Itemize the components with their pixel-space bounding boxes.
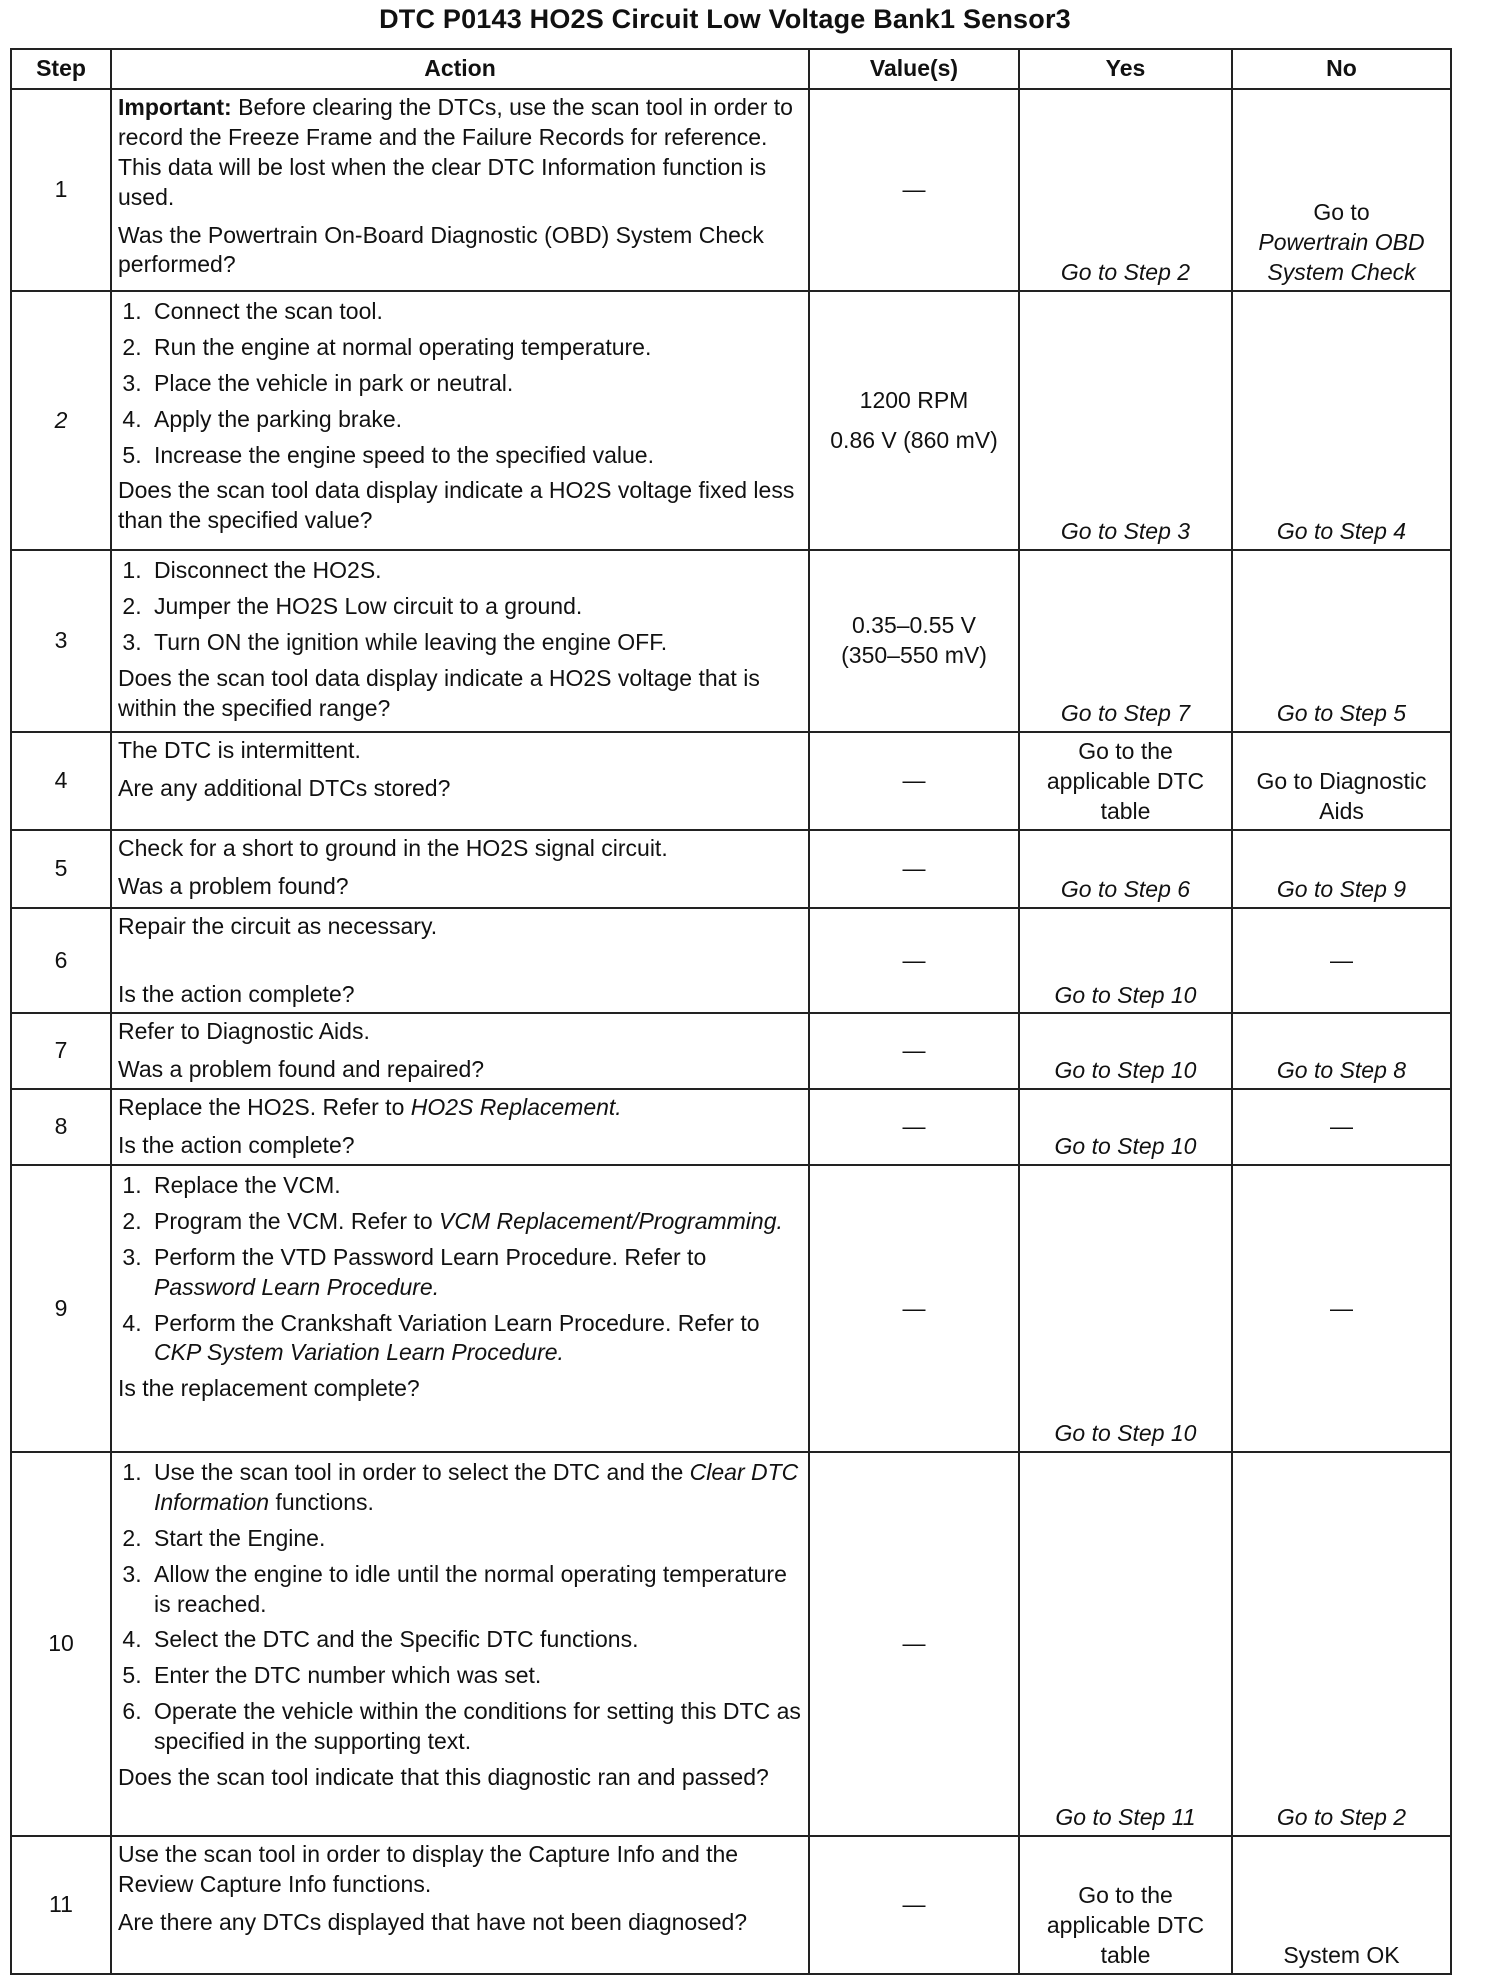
value-cell: — <box>809 1836 1019 1974</box>
list-item: 3. Allow the engine to idle until the normal operating temperature is reached. <box>148 1560 802 1620</box>
list-item: 1. Replace the VCM. <box>148 1171 802 1201</box>
step-number: 4 <box>11 732 111 830</box>
page-title: DTC P0143 HO2S Circuit Low Voltage Bank1 Sensor3 <box>379 4 1071 34</box>
important-text: Before clearing the DTCs, use the scan tool in order to record the Freeze Frame and the Failure Records for reference. This data will be lost when the clear DTC Information function is used. <box>118 94 793 210</box>
step-number: 6 <box>11 908 111 1014</box>
action-list <box>118 1458 802 1757</box>
question: Does the scan tool data display indicate a HO2S voltage fixed less than the specified value? <box>118 477 795 534</box>
step-number: 10 <box>11 1452 111 1836</box>
action-list <box>118 297 802 470</box>
question: Does the scan tool indicate that this diagnostic ran and passed? <box>118 1764 769 1791</box>
yes-cell: Go to Step 10 <box>1019 1089 1232 1165</box>
list-item: 3. Place the vehicle in park or neutral. <box>148 369 802 399</box>
value-line: (350–550 mV) <box>841 642 987 668</box>
yes-cell: Go to Step 11 <box>1019 1452 1232 1836</box>
list-item: 4. Apply the parking brake. <box>148 405 802 435</box>
value-cell: — <box>809 830 1019 908</box>
table-row <box>11 830 1451 908</box>
reference-link: Clear DTC Information <box>154 1459 799 1515</box>
header-action: Action <box>111 49 809 89</box>
question: Was a problem found and repaired? <box>118 1056 485 1083</box>
action-text: The DTC is intermittent. <box>118 737 361 763</box>
no-ref: Powertrain OBD System Check <box>1258 229 1425 286</box>
table-row <box>11 1013 1451 1089</box>
table-row <box>11 1452 1451 1836</box>
question: Is the action complete? <box>118 980 355 1007</box>
action-cell <box>111 550 809 732</box>
list-item: 6. Operate the vehicle within the conditions for setting this DTC as specified in the supporting text. <box>148 1697 802 1757</box>
step-number: 7 <box>11 1013 111 1089</box>
no-cell: — <box>1232 908 1451 1014</box>
list-item <box>148 1458 802 1518</box>
no-cell: Go to Step 2 <box>1232 1452 1451 1836</box>
action-cell <box>111 1165 809 1452</box>
value-cell <box>809 291 1019 550</box>
value-cell: — <box>809 1452 1019 1836</box>
value-cell: — <box>809 1165 1019 1452</box>
yes-cell: Go to Step 2 <box>1019 89 1232 291</box>
header-no: No <box>1232 49 1451 89</box>
step-number: 3 <box>11 550 111 732</box>
list-item-text: Perform the VTD Password Learn Procedure. Refer to <box>154 1243 707 1270</box>
action-cell <box>111 732 809 830</box>
reference-link: VCM Replacement/Programming. <box>439 1207 783 1234</box>
question: Was a problem found? <box>118 872 349 899</box>
action-list <box>118 556 802 658</box>
value-line: 0.86 V (860 mV) <box>830 426 998 453</box>
reference-link: CKP System Variation Learn Procedure. <box>154 1339 564 1366</box>
question: Is the action complete? <box>118 1132 355 1159</box>
action-cell <box>111 908 809 1014</box>
list-item <box>148 1207 802 1237</box>
header-values: Value(s) <box>809 49 1019 89</box>
reference-link: HO2S Replacement. <box>410 1094 622 1121</box>
list-item: 2. Start the Engine. <box>148 1524 802 1554</box>
table-row <box>11 1836 1451 1974</box>
table-row <box>11 1165 1451 1452</box>
question: Are any additional DTCs stored? <box>118 774 451 801</box>
value-cell <box>809 550 1019 732</box>
action-text: Repair the circuit as necessary. <box>118 912 438 939</box>
action-cell <box>111 89 809 291</box>
step-number: 5 <box>11 830 111 908</box>
question: Does the scan tool data display indicate a HO2S voltage that is within the specified range? <box>118 664 760 721</box>
value-cell: — <box>809 908 1019 1014</box>
list-item: 2. Run the engine at normal operating temperature. <box>148 333 802 363</box>
table-row <box>11 550 1451 732</box>
no-text: Go to <box>1313 199 1370 226</box>
no-cell: Go to Step 8 <box>1232 1013 1451 1089</box>
list-item-text: Use the scan tool in order to select the DTC and the <box>154 1459 690 1486</box>
table-row <box>11 908 1451 1014</box>
yes-cell: Go to the applicable DTC table <box>1019 732 1232 830</box>
no-cell: System OK <box>1232 1836 1451 1974</box>
no-cell: — <box>1232 1165 1451 1452</box>
question: Are there any DTCs displayed that have not been diagnosed? <box>118 1908 748 1935</box>
important-label: Important: <box>118 94 232 120</box>
list-item-text: Program the VCM. Refer to <box>154 1207 440 1234</box>
list-item-text: functions. <box>269 1488 374 1515</box>
step-number: 11 <box>11 1836 111 1974</box>
list-item <box>148 1243 802 1303</box>
yes-cell: Go to Step 10 <box>1019 1165 1232 1452</box>
step-number: 9 <box>11 1165 111 1452</box>
value-cell: — <box>809 89 1019 291</box>
action-cell <box>111 1452 809 1836</box>
list-item <box>148 1309 802 1369</box>
action-text: Refer to Diagnostic Aids. <box>118 1018 370 1045</box>
header-row <box>11 49 1451 89</box>
no-cell: Go to Step 9 <box>1232 830 1451 908</box>
no-cell: Go to Step 4 <box>1232 291 1451 550</box>
table-row <box>11 291 1451 550</box>
list-item: 5. Enter the DTC number which was set. <box>148 1661 802 1691</box>
reference-link: Password Learn Procedure. <box>154 1273 440 1300</box>
value-line: 1200 RPM <box>859 386 969 413</box>
no-cell: — <box>1232 1089 1451 1165</box>
yes-cell: Go to Step 7 <box>1019 550 1232 732</box>
list-item-text: Perform the Crankshaft Variation Learn Procedure. Refer to <box>154 1309 760 1336</box>
table-row <box>11 89 1451 291</box>
value-cell: — <box>809 732 1019 830</box>
list-item: 3. Turn ON the ignition while leaving the engine OFF. <box>148 628 802 658</box>
list-item: 5. Increase the engine speed to the specified value. <box>148 441 802 471</box>
action-cell <box>111 1013 809 1089</box>
yes-cell: Go to Step 3 <box>1019 291 1232 550</box>
action-cell <box>111 1089 809 1165</box>
table-row <box>11 732 1451 830</box>
yes-cell: Go to Step 10 <box>1019 1013 1232 1089</box>
no-cell <box>1232 89 1451 291</box>
action-cell <box>111 291 809 550</box>
table-row <box>11 1089 1451 1165</box>
list-item: 2. Jumper the HO2S Low circuit to a ground. <box>148 592 802 622</box>
dtc-table <box>10 48 1452 1975</box>
yes-cell: Go to Step 6 <box>1019 830 1232 908</box>
step-number: 8 <box>11 1089 111 1165</box>
value-line: 0.35–0.55 V <box>851 612 977 639</box>
important-note <box>118 93 802 213</box>
list-item: 1. Connect the scan tool. <box>148 297 802 327</box>
question: Is the replacement complete? <box>118 1375 420 1402</box>
action-cell <box>111 830 809 908</box>
list-item: 4. Select the DTC and the Specific DTC functions. <box>148 1625 802 1655</box>
action-text <box>118 1093 802 1123</box>
yes-cell: Go to Step 10 <box>1019 908 1232 1014</box>
list-item: 1. Disconnect the HO2S. <box>148 556 802 586</box>
action-list <box>118 1171 802 1368</box>
action-text: Use the scan tool in order to display the Capture Info and the Review Capture Info functions. <box>118 1841 739 1897</box>
no-cell: Go to Step 5 <box>1232 550 1451 732</box>
value-cell: — <box>809 1089 1019 1165</box>
question: Was the Powertrain On-Board Diagnostic (OBD) System Check performed? <box>118 221 764 278</box>
header-step: Step <box>11 49 111 89</box>
step-number: 1 <box>11 89 111 291</box>
step-number: 2 <box>11 291 111 550</box>
yes-cell: Go to the applicable DTC table <box>1019 1836 1232 1974</box>
no-cell: Go to Diagnostic Aids <box>1232 732 1451 830</box>
header-yes: Yes <box>1019 49 1232 89</box>
action-text: Check for a short to ground in the HO2S signal circuit. <box>118 834 668 861</box>
action-text-prefix: Replace the HO2S. Refer to <box>118 1094 411 1121</box>
action-cell <box>111 1836 809 1974</box>
value-cell: — <box>809 1013 1019 1089</box>
